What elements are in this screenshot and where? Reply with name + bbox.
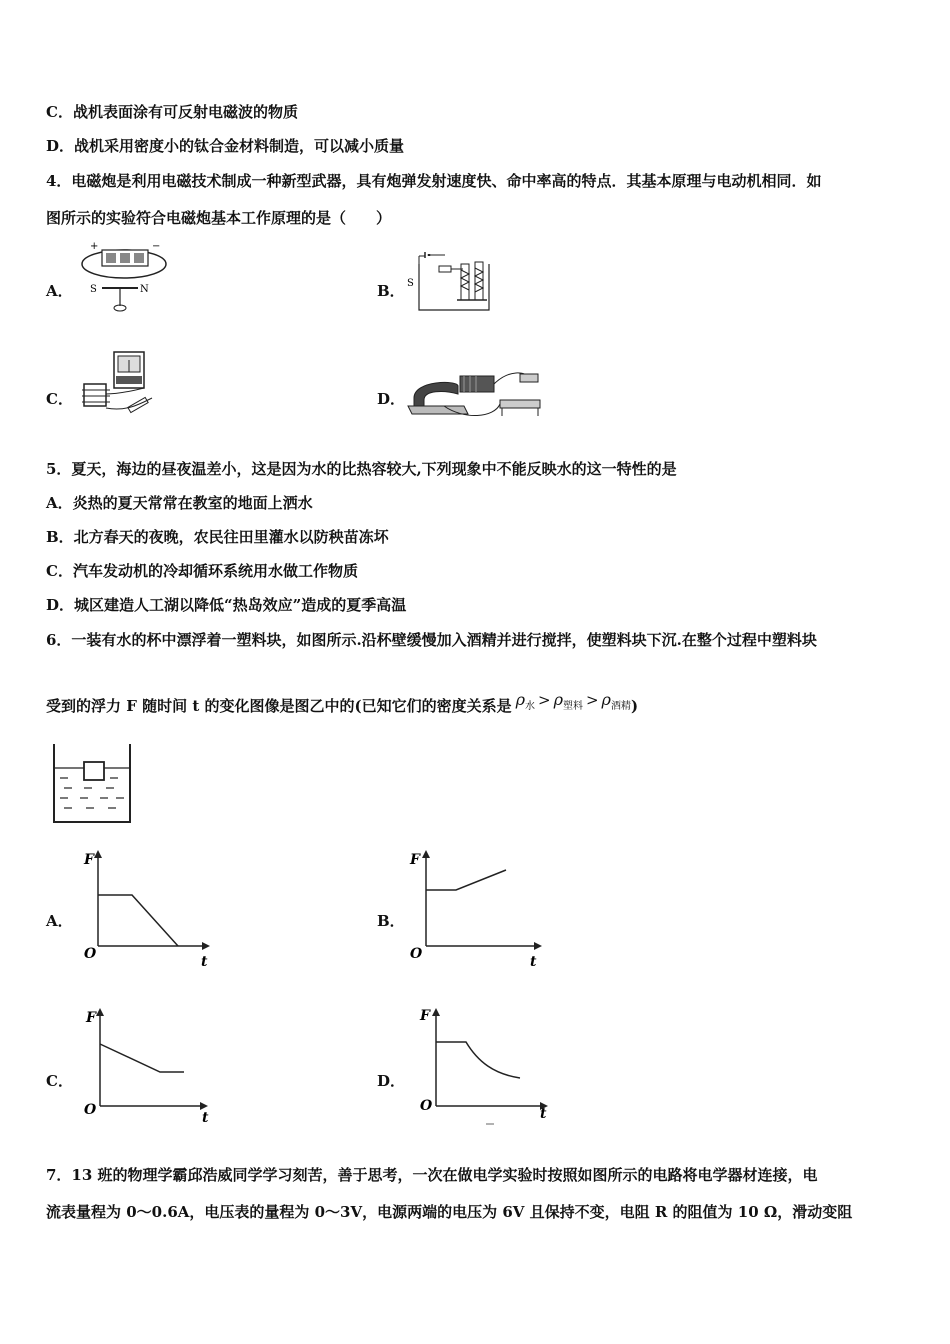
q6-stem-line1: 6．一装有水的杯中漂浮着一塑料块，如图所示.沿杯壁缓慢加入酒精并进行搅拌，使塑料块下沉.在整个过程中塑料块 [46,631,817,649]
q6-graph-d-t: t [540,1106,547,1122]
q6-graph-a-t: t [201,954,208,970]
q6-graph-b [406,848,548,968]
q6-graph-c-curve [100,1044,184,1072]
q6-graph-b-f: F [410,852,420,868]
q6-cup-figure [52,742,134,826]
q6-graph-c-o: O [84,1102,97,1118]
q5-option-b: B．北方春天的夜晚，农民往田里灌水以防秧苗冻坏 [46,528,389,546]
q6-graph-c-t: t [202,1110,209,1126]
q6-stem-end: ) [630,697,639,715]
q6-graph-d-curve [436,1042,520,1078]
q6-graph-a-o: O [84,946,97,962]
q4-option-d-label: D． [377,390,406,408]
q6-graph-d-f: F [420,1008,430,1024]
q4-option-a-label: A． [46,282,73,300]
q6-option-a-label: A． [46,912,73,930]
q5-option-a: A．炎热的夏天常常在教室的地面上洒水 [46,494,313,512]
q4-stem-line2: 图所示的实验符合电磁炮基本工作原理的是（ ） [46,209,392,227]
q5-stem: 5．夏天，海边的昼夜温差小，这是因为水的比热容较大,下列现象中不能反映水的这一特性的是 [46,460,677,478]
q3-option-d: D．战机采用密度小的钛合金材料制造，可以减小质量 [46,137,405,155]
q6-graph-c [82,1006,214,1126]
q6-graph-d [414,1004,556,1130]
q4-fig-b-s: S [407,278,414,289]
q4-fig-a-s: S [90,284,97,295]
q6-option-b-label: B． [377,912,405,930]
q4-option-c-label: C． [46,390,73,408]
q4-fig-a-n: N [140,284,149,295]
q6-density-relation: $\rho_水 > \rho_{塑料} > \rho_{酒精}$ [515,690,631,712]
q4-fig-a-plus: + [90,241,99,252]
q6-graph-d-o: O [420,1098,433,1114]
q6-stem-text: 受到的浮力 F 随时间 t 的变化图像是图乙中的(已知它们的密度关系是 [46,697,512,715]
q6-graph-b-curve [426,870,506,890]
q6-option-c-label: C． [46,1072,73,1090]
q6-graph-a-curve [98,895,178,946]
q3-option-c: C．战机表面涂有可反射电磁波的物质 [46,103,298,121]
q4-stem-line1: 4．电磁炮是利用电磁技术制成一种新型武器，具有炮弹发射速度快、命中率高的特点．其基本原理与电动机相同．如 [46,172,822,190]
q6-option-d-label: D． [377,1072,406,1090]
q4-fig-a-minus: − [152,241,161,252]
q4-figure-a-coil-compass [76,240,176,316]
q6-graph-b-t: t [530,954,537,970]
q6-graph-c-f: F [86,1010,96,1026]
q5-option-d: D．城区建造人工湖以降低“热岛效应”造成的夏季高温 [46,596,407,614]
q4-figure-d-rails-magnet [404,360,548,422]
q7-stem-line1: 7．13 班的物理学霸邱浩威同学学习刻苦，善于思考，一次在做电学实验时按照如图所示的电路将电学器材连接，电 [46,1166,818,1184]
q4-option-b-label: B． [377,282,405,300]
q6-graph-a-f: F [84,852,94,868]
q6-graph-a [80,848,214,968]
q6-stem-line2 [46,690,638,717]
q4-figure-c-galvanometer [76,350,160,420]
q4-figure-b-circuit [405,244,497,314]
q5-option-c: C．汽车发动机的冷却循环系统用水做工作物质 [46,562,358,580]
q7-stem-line2: 流表量程为 0～0.6A，电压表的量程为 0～3V，电源两端的电压为 6V 且保持不变，电阻 R 的阻值为 10 Ω，滑动变阻 [46,1203,853,1221]
q6-graph-b-o: O [410,946,423,962]
